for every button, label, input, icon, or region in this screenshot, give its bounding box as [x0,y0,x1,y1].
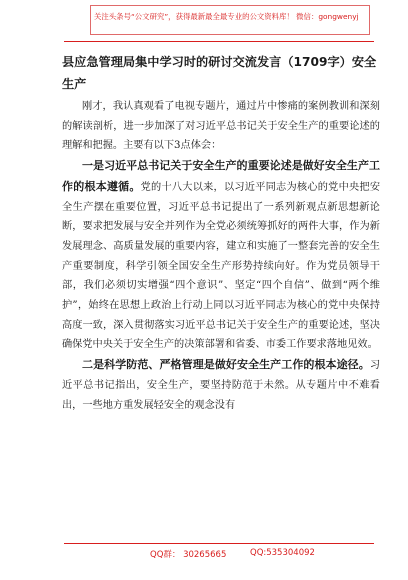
footer-qq-group: QQ群： 30265665 [150,550,227,560]
section-2-paragraph [62,355,380,415]
section-2-body: 习近平总书记指出，安全生产，要坚持防范于未然。从专题片中不难看出，一些地方重发展轻安全的观念没有 [62,360,380,411]
section-1-paragraph [62,156,380,355]
document-body [62,97,380,415]
section-1-body: 党的十八大以来，以习近平同志为核心的党中央把安全生产摆在重要位置，习近平总书记提出了一系列新观点新思想新论断，要求把发展与安全并列作为全党必须统筹抓好的两件大事，作为新发展理念、高质量发展的重要内容，建立和实施了一整套完善的安全生产重要制度，科学引领全国安全生产形势持续向好。作为党员领导干部，我们必须切实增强“四个意识”、坚定“四个自信”、做到“两个维护”，始终在思想上政治上行动上同以习近平同志为核心的党中央保持高度一致，深入贯彻落实习近平总书记关于安全生产的重要论述，坚决确保党中央关于安全生产的决策部署和省委、市委工作要求落地见效。 [62,181,381,351]
document-title: 县应急管理局集中学习时的研讨交流发言（1709字）安全生产 [62,55,377,91]
page-header [0,0,408,40]
header-banner-text: 关注头条号“公文研究”，获得最新最全最专业的公文资料库！ 微信：gongwenyj [94,12,359,21]
footer-divider [64,543,374,544]
footer-qq-number: QQ:535304092 [250,548,315,558]
page-footer [0,540,408,580]
section-1-heading: 一是习近平总书记关于安全生产的重要论述是做好安全生产工作的根本遵循。 [62,159,380,193]
intro-paragraph: 刚才，我认真观看了电视专题片，通过片中惨痛的案例教训和深刻的解读剖析，进一步加深了对习近平总书记关于安全生产的重要论述的理解和把握。主要有以下3点体会： [62,101,380,152]
section-2-heading: 二是科学防范、严格管理是做好安全生产工作的根本途径。 [82,358,370,372]
header-divider [64,41,374,42]
